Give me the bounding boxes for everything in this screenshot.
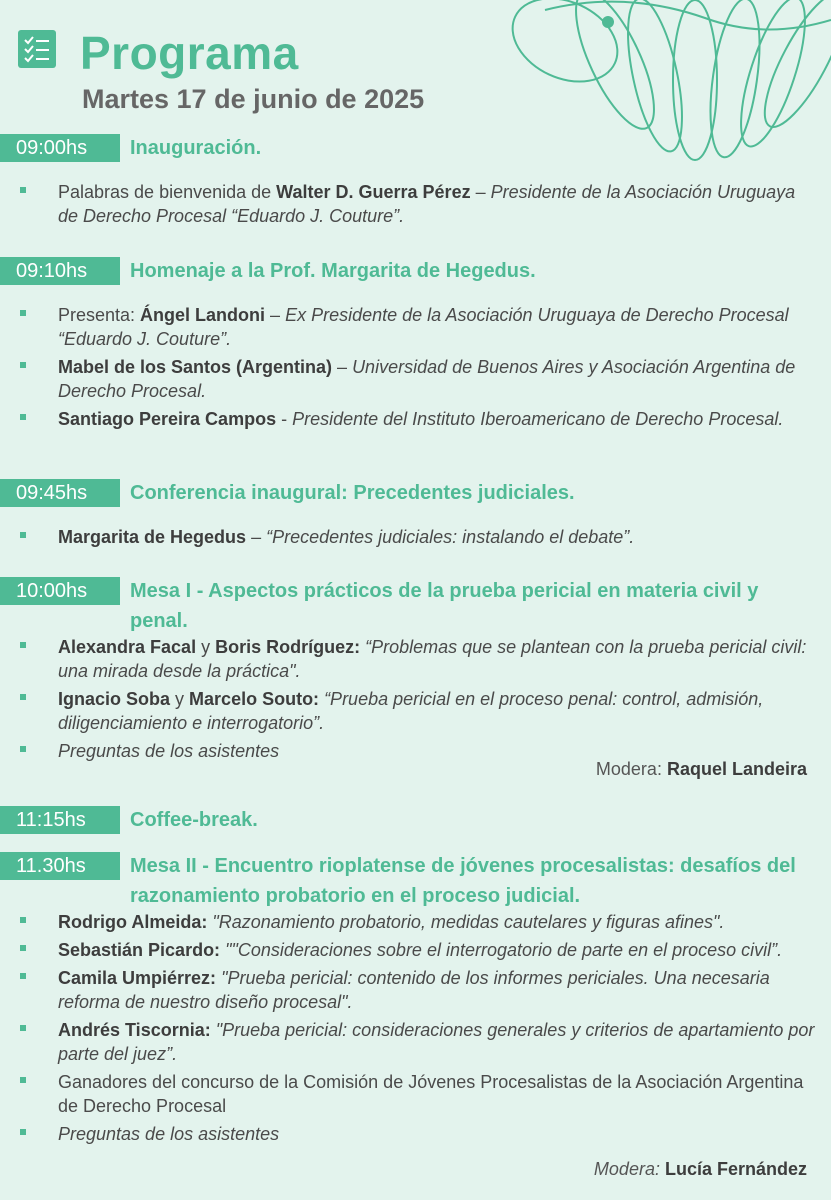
list-item: Palabras de bienvenida de Walter D. Guerra Pérez – Presidente de la Asociación Uruguaya de Derecho Procesal “Eduardo J. Couture”.: [18, 180, 818, 228]
list-item: Camila Umpiérrez: "Prueba pericial: contenido de los informes periciales. Una necesaria reforma de nuestro diseño procesal".: [18, 966, 818, 1014]
section-title: Inauguración.: [130, 137, 262, 159]
checklist-icon: [18, 30, 56, 68]
moderator: Modera: Lucía Fernández: [593, 1159, 807, 1179]
time-badge: 11:15hs: [0, 806, 120, 834]
list-item: Rodrigo Almeida: "Razonamiento probatorio, medidas cautelares y figuras afines".: [18, 910, 818, 934]
moderator: Modera: Raquel Landeira: [595, 759, 807, 779]
time-badge: 09:10hs: [0, 257, 120, 285]
section-title: Homenaje a la Prof. Margarita de Hegedus.: [130, 260, 536, 282]
time-badge: 11.30hs: [0, 852, 120, 880]
list-item: Ignacio Soba y Marcelo Souto: “Prueba pericial en el proceso penal: control, admisión, diligenciamiento e interrogatorio”.: [18, 687, 818, 735]
page-date: Martes 17 de junio de 2025: [82, 84, 425, 114]
time-badge: 09:45hs: [0, 479, 120, 507]
list-item: Ganadores del concurso de la Comisión de Jóvenes Procesalistas de la Asociación Argentina de Derecho Procesal: [18, 1070, 818, 1118]
page-title: Programa: [80, 27, 299, 79]
list-item: Preguntas de los asistentes: [18, 739, 818, 763]
list-item: Margarita de Hegedus – “Precedentes judiciales: instalando el debate”.: [18, 525, 818, 549]
list-item: Preguntas de los asistentes: [18, 1122, 818, 1146]
time-badge: 10:00hs: [0, 577, 120, 605]
list-item: Presenta: Ángel Landoni – Ex Presidente de la Asociación Uruguaya de Derecho Procesal “Eduardo J. Couture”.: [18, 303, 818, 351]
list-item: Sebastián Picardo: ""Consideraciones sobre el interrogatorio de parte en el proceso civil”.: [18, 938, 818, 962]
list-item: Santiago Pereira Campos - Presidente del Instituto Iberoamericano de Derecho Procesal.: [18, 407, 818, 431]
time-badge: 09:00hs: [0, 134, 120, 162]
list-item: Alexandra Facal y Boris Rodríguez: “Problemas que se plantean con la prueba pericial civil: una mirada desde la práctica".: [18, 635, 818, 683]
section-title: Mesa II - Encuentro rioplatense de jóvenes procesalistas: desafíos del razonamiento probatorio en el proceso judicial.: [130, 855, 796, 907]
section-title: Coffee-break.: [130, 809, 258, 831]
list-item: Andrés Tiscornia: "Prueba pericial: consideraciones generales y criterios de apartamiento por parte del juez”.: [18, 1018, 818, 1066]
list-item: Mabel de los Santos (Argentina) – Universidad de Buenos Aires y Asociación Argentina de Derecho Procesal.: [18, 355, 818, 403]
section-title: Mesa I - Aspectos prácticos de la prueba pericial en materia civil y penal.: [130, 580, 759, 632]
section-title: Conferencia inaugural: Precedentes judiciales.: [130, 482, 575, 504]
